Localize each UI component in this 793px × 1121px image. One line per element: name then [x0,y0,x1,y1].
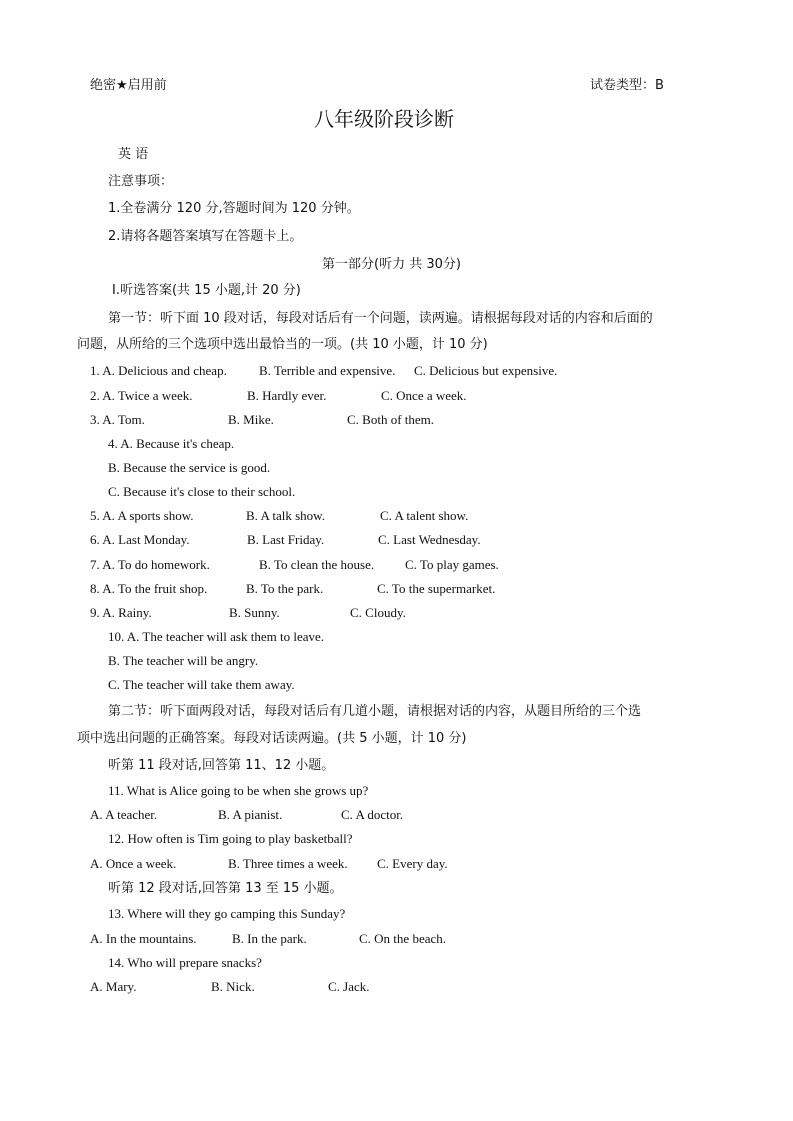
question-1-option-a: 1. A. Delicious and cheap. [90,363,227,378]
question-13-stem: 13. Where will they go camping this Sunday? [108,906,346,921]
question-9-option-b: B. Sunny. [229,605,280,620]
question-1-option-c: C. Delicious but expensive. [414,363,558,378]
question-12-option-b: B. Three times a week. [228,856,348,871]
sub1-instruction-line2: 问题，从所给的三个选项中选出最恰当的一项。(共 10 小题，计 10 分) [77,337,488,352]
sub2-instruction-line2: 项中选出问题的正确答案。每段对话读两遍。(共 5 小题，计 10 分) [77,731,467,746]
section1-heading: Ⅰ.听选答案(共 15 小题,计 20 分) [112,283,301,298]
question-8-option-c: C. To the supermarket. [377,581,496,596]
question-7-option-b: B. To clean the house. [259,557,375,572]
dialog-11-instruction: 听第 11 段对话,回答第 11、12 小题。 [108,758,335,773]
question-11-stem: 11. What is Alice going to be when she grows up? [108,783,369,798]
question-13-option-c: C. On the beach. [359,931,447,946]
note-item-2: 2.请将各题答案填写在答题卡上。 [108,229,303,244]
question-3-option-b: B. Mike. [228,412,274,427]
notes-heading: 注意事项： [108,174,174,189]
sub2-instruction-line1: 第二节：听下面两段对话，每段对话后有几道小题，请根据对话的内容，从题目所给的三个选 [108,704,642,719]
question-12-stem: 12. How often is Tim going to play basketball? [108,831,353,846]
question-5-option-c: C. A talent show. [380,508,469,523]
question-13-option-b: B. In the park. [232,931,307,946]
question-4-option-c: C. Because it's close to their school. [108,484,296,499]
dialog-12-instruction: 听第 12 段对话,回答第 13 至 15 小题。 [108,881,343,896]
question-7-option-c: C. To play games. [405,557,499,572]
question-4-option-a: 4. A. Because it's cheap. [108,436,235,451]
question-10-option-b: B. The teacher will be angry. [108,653,259,668]
question-2-option-a: 2. A. Twice a week. [90,388,193,403]
question-14-option-c: C. Jack. [328,979,370,994]
paper-type-label: 试卷类型：B [590,78,664,93]
question-1-option-b: B. Terrible and expensive. [259,363,396,378]
question-6-option-b: B. Last Friday. [247,532,325,547]
question-11-option-a: A. A teacher. [90,807,158,822]
question-9-option-c: C. Cloudy. [350,605,406,620]
question-2-option-c: C. Once a week. [381,388,467,403]
subject-label: 英 语 [118,147,149,162]
question-11-option-b: B. A pianist. [218,807,283,822]
question-6-option-c: C. Last Wednesday. [378,532,481,547]
question-11-option-c: C. A doctor. [341,807,404,822]
question-5-option-b: B. A talk show. [246,508,325,523]
question-3-option-a: 3. A. Tom. [90,412,145,427]
question-14-option-a: A. Mary. [90,979,137,994]
question-2-option-b: B. Hardly ever. [247,388,327,403]
question-9-option-a: 9. A. Rainy. [90,605,152,620]
question-13-option-a: A. In the mountains. [90,931,197,946]
question-6-option-a: 6. A. Last Monday. [90,532,190,547]
question-10-option-a: 10. A. The teacher will ask them to leave. [108,629,324,644]
question-8-option-a: 8. A. To the fruit shop. [90,581,208,596]
question-14-stem: 14. Who will prepare snacks? [108,955,262,970]
question-12-option-c: C. Every day. [377,856,448,871]
part1-heading: 第一部分(听力 共 30分) [322,257,461,272]
question-7-option-a: 7. A. To do homework. [90,557,210,572]
page-title: 八年级阶段诊断 [314,107,454,131]
question-8-option-b: B. To the park. [246,581,324,596]
question-5-option-a: 5. A. A sports show. [90,508,194,523]
question-3-option-c: C. Both of them. [347,412,435,427]
confidential-label: 绝密★启用前 [90,78,167,93]
question-14-option-b: B. Nick. [211,979,255,994]
note-item-1: 1.全卷满分 120 分,答题时间为 120 分钟。 [108,201,360,216]
question-10-option-c: C. The teacher will take them away. [108,677,295,692]
question-12-option-a: A. Once a week. [90,856,177,871]
question-4-option-b: B. Because the service is good. [108,460,271,475]
sub1-instruction-line1: 第一节：听下面 10 段对话，每段对话后有一个问题，读两遍。请根据每段对话的内容和后面的 [108,311,653,326]
